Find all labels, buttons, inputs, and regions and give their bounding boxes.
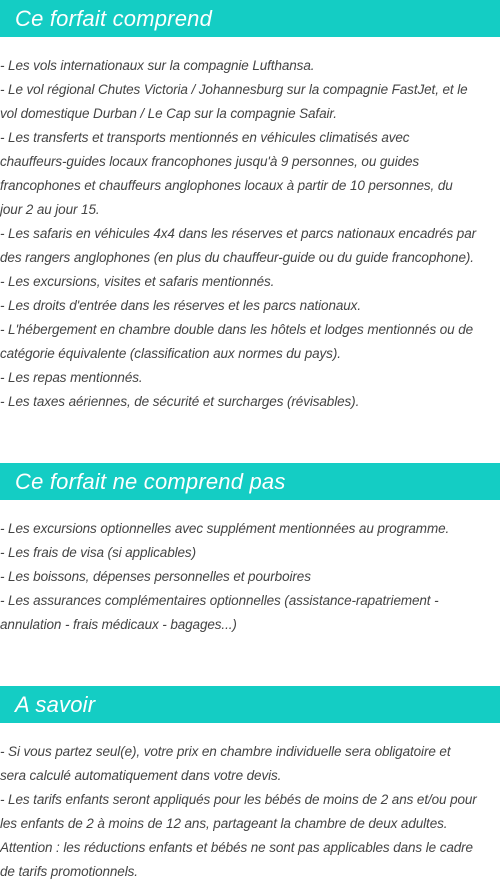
content-line: - Les taxes aériennes, de sécurité et surcharges (révisables). <box>0 394 360 409</box>
section-not-included <box>0 463 500 637</box>
section-title: A savoir <box>15 692 96 717</box>
content-line: Attention : les réductions enfants et bébés ne sont pas applicables dans le cadre <box>0 840 473 855</box>
content-line: jour 2 au jour 15. <box>0 202 100 217</box>
content-line: - Les boissons, dépenses personnelles et pourboires <box>0 569 311 584</box>
content-line: des rangers anglophones (en plus du chauffeur-guide ou du guide francophone). <box>0 250 474 265</box>
section-title: Ce forfait ne comprend pas <box>15 469 286 494</box>
section-content <box>0 740 500 884</box>
section-title: Ce forfait comprend <box>15 6 212 31</box>
section-good-to-know <box>0 686 500 884</box>
content-line: - Les frais de visa (si applicables) <box>0 545 196 560</box>
content-line: de tarifs promotionnels. <box>0 864 138 879</box>
section-content <box>0 54 500 414</box>
content-line: - Les transferts et transports mentionnés en véhicules climatisés avec <box>0 130 410 145</box>
section-header <box>0 463 500 500</box>
content-line: vol domestique Durban / Le Cap sur la compagnie Safair. <box>0 106 337 121</box>
content-line: - Les safaris en véhicules 4x4 dans les réserves et parcs nationaux encadrés par <box>0 226 477 241</box>
content-line: - Les assurances complémentaires optionnelles (assistance-rapatriement - <box>0 593 439 608</box>
content-line: sera calculé automatiquement dans votre devis. <box>0 768 282 783</box>
section-header <box>0 686 500 723</box>
content-line: - Les excursions, visites et safaris mentionnés. <box>0 274 275 289</box>
section-content <box>0 517 500 637</box>
content-line: - Les excursions optionnelles avec supplément mentionnées au programme. <box>0 521 450 536</box>
content-line: les enfants de 2 à moins de 12 ans, partageant la chambre de deux adultes. <box>0 816 448 831</box>
content-line: - Les repas mentionnés. <box>0 370 143 385</box>
content-line: - Si vous partez seul(e), votre prix en chambre individuelle sera obligatoire et <box>0 744 451 759</box>
content-line: catégorie équivalente (classification aux normes du pays). <box>0 346 341 361</box>
content-line: - Le vol régional Chutes Victoria / Johannesburg sur la compagnie FastJet, et le <box>0 82 468 97</box>
content-line: - Les droits d'entrée dans les réserves et les parcs nationaux. <box>0 298 361 313</box>
content-line: chauffeurs-guides locaux francophones jusqu'à 9 personnes, ou guides <box>0 154 420 169</box>
content-line: - Les vols internationaux sur la compagnie Lufthansa. <box>0 58 315 73</box>
content-line: annulation - frais médicaux - bagages...) <box>0 617 237 632</box>
content-line: - Les tarifs enfants seront appliqués pour les bébés de moins de 2 ans et/ou pour <box>0 792 477 807</box>
section-included <box>0 0 500 414</box>
content-line: francophones et chauffeurs anglophones locaux à partir de 10 personnes, du <box>0 178 453 193</box>
section-header <box>0 0 500 37</box>
content-line: - L'hébergement en chambre double dans les hôtels et lodges mentionnés ou de <box>0 322 474 337</box>
